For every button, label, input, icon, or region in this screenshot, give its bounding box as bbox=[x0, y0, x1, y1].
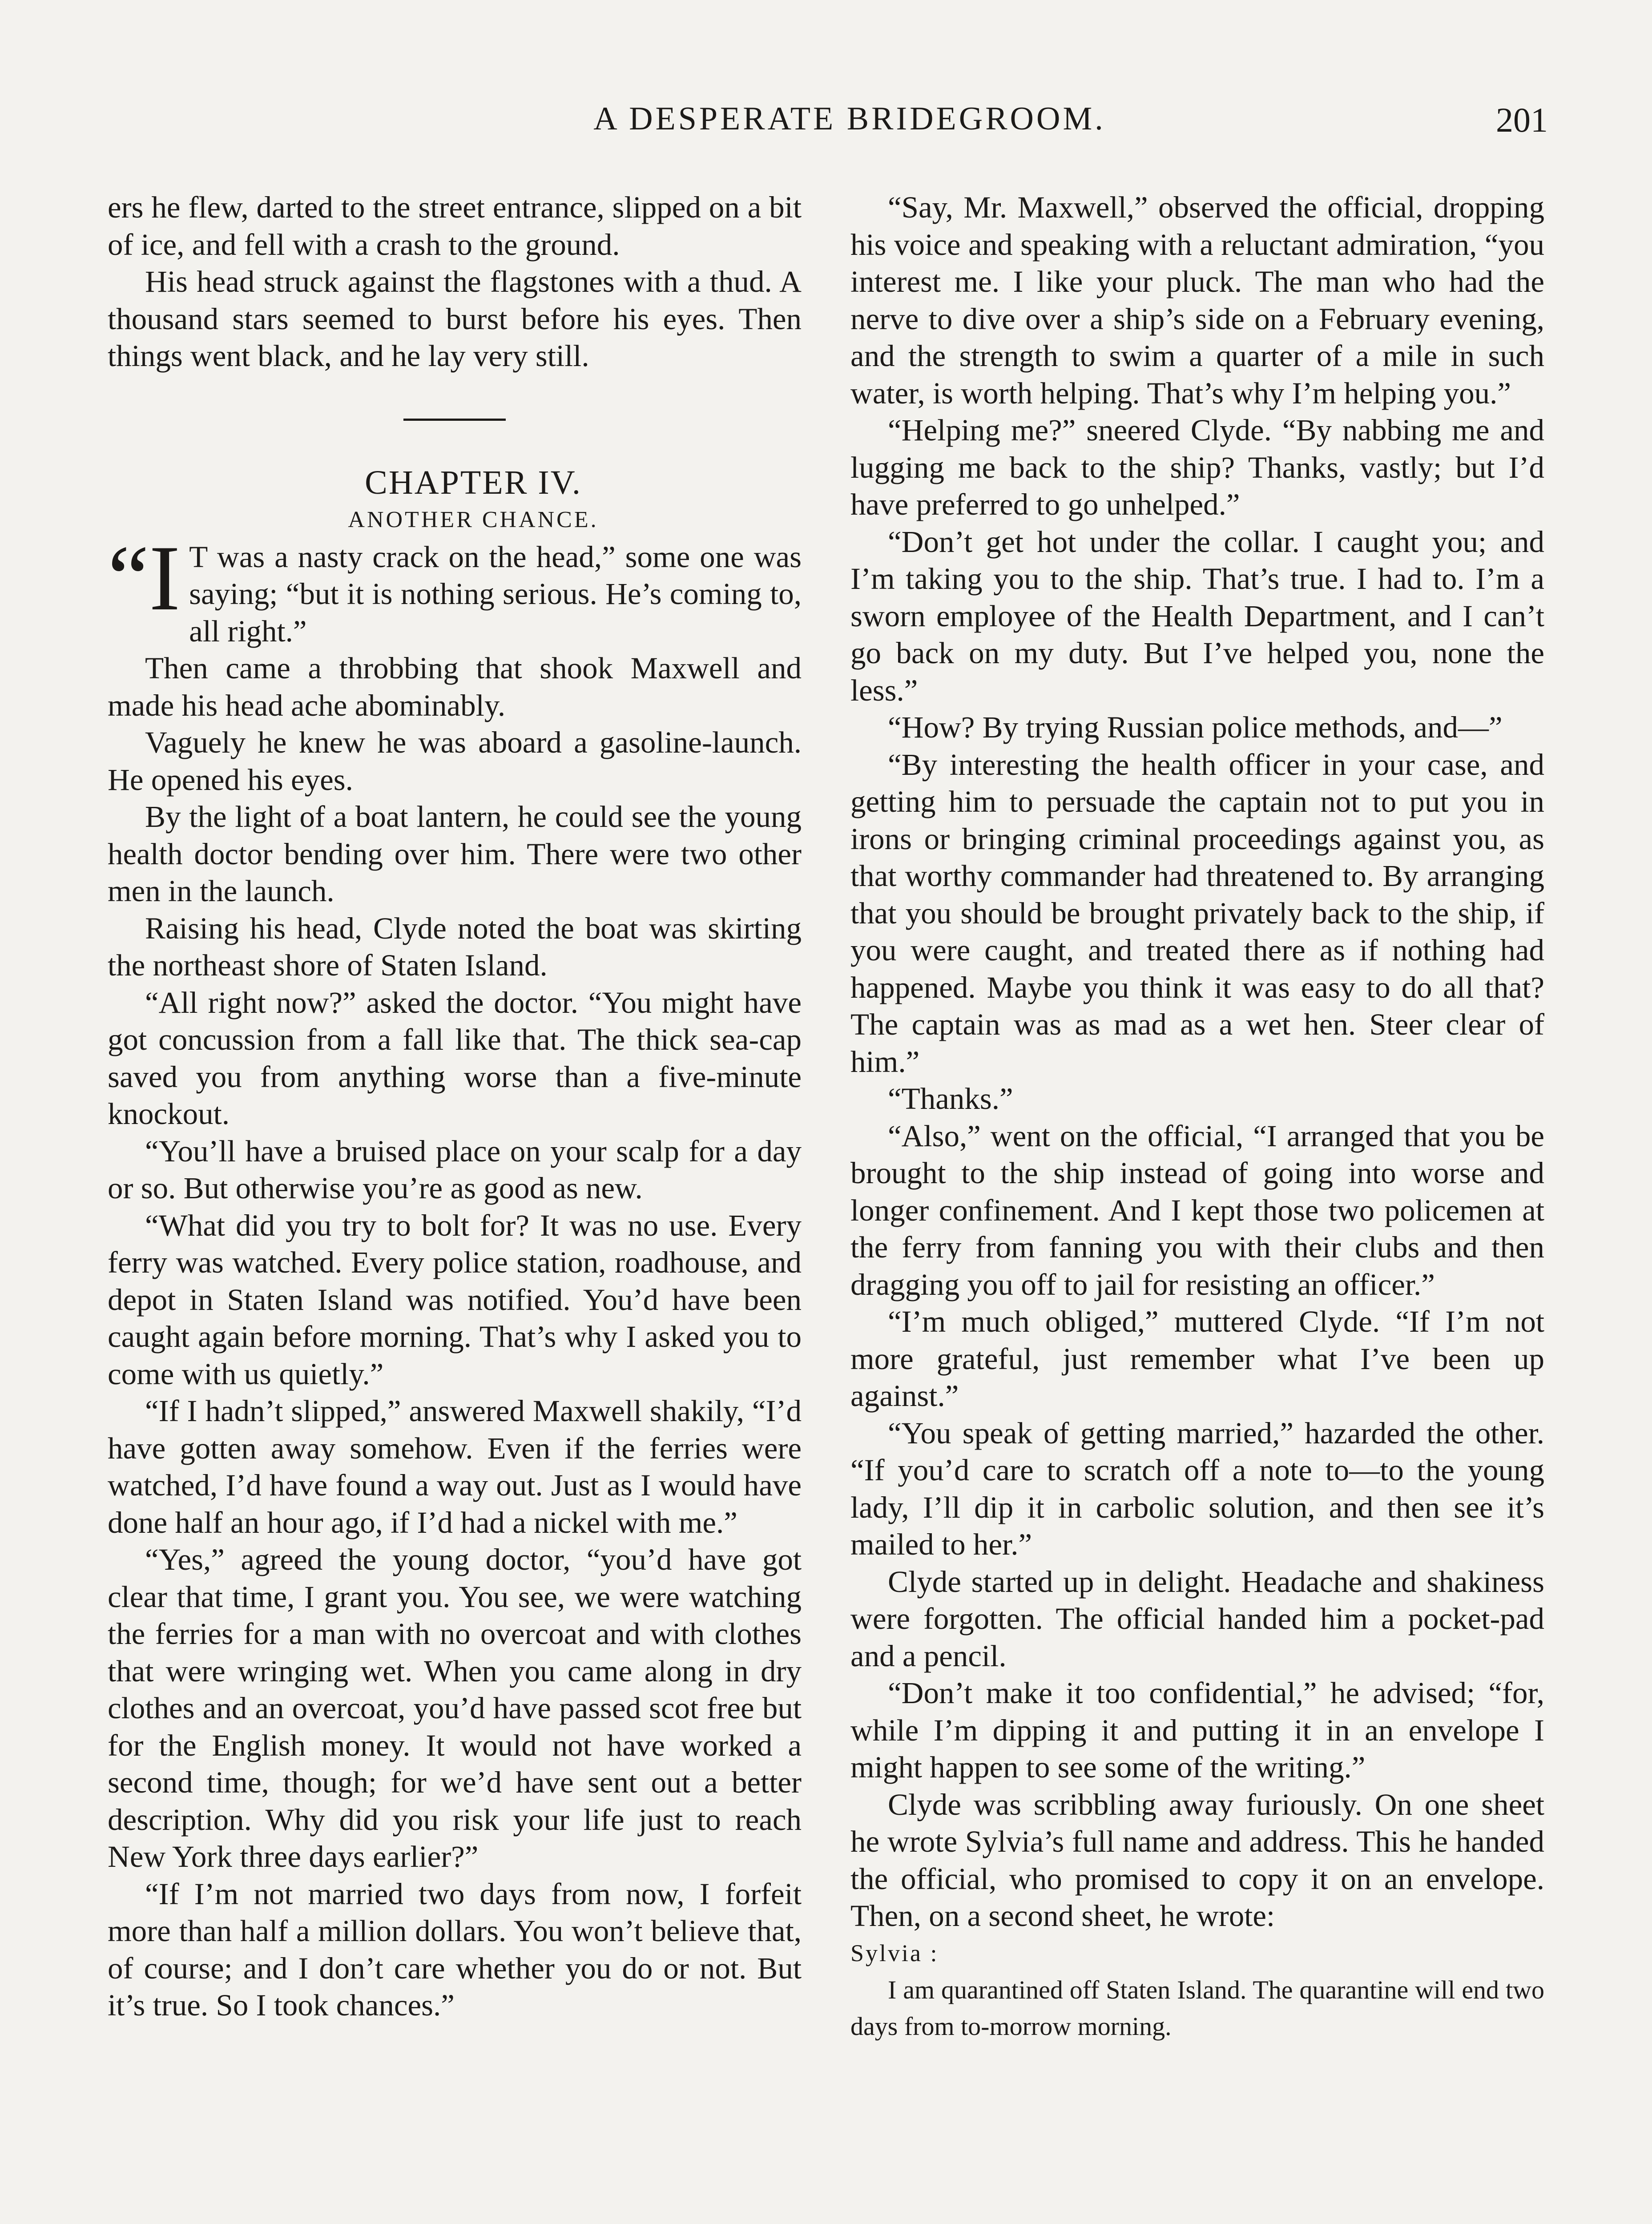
paragraph: “Don’t make it too confidential,” he advised; “for, while I’m dipping it and putting it in an envelope I might happen to see some of the writing.” bbox=[850, 1676, 1544, 1784]
letter-salutation: Sylvia : bbox=[850, 1939, 939, 1966]
chapter-subtitle: ANOTHER CHANCE. bbox=[348, 507, 599, 532]
right-column bbox=[850, 189, 1544, 2045]
paragraph: Then came a throbbing that shook Maxwell and made his head ache abominably. bbox=[108, 651, 802, 722]
paragraph: ers he flew, darted to the street entrance, slipped on a bit of ice, and fell with a crash to the ground. bbox=[108, 190, 802, 262]
left-column bbox=[108, 189, 802, 2024]
opening-paragraph bbox=[108, 526, 802, 650]
paragraph: “You speak of getting married,” hazarded the other. “If you’d care to scratch off a note to—to the young lady, I’ll dip it in carbolic solution, and then see it’s mailed to her.” bbox=[850, 1416, 1544, 1561]
paragraph: “Also,” went on the official, “I arranged that you be brought to the ship instead of going into worse and longer confinement. And I kept those two policemen at the ferry from fanning you with their clubs and then dragging you off to jail for resisting an officer.” bbox=[850, 1119, 1544, 1301]
paragraph: “All right now?” asked the doctor. “You might have got concussion from a fall like that. The thick sea-cap saved you from anything worse than a five-minute knockout. bbox=[108, 985, 802, 1131]
paragraph: “You’ll have a bruised place on your scalp for a day or so. But otherwise you’re as good as new. bbox=[108, 1134, 802, 1205]
paragraph: “How? By trying Russian police methods, and—” bbox=[888, 710, 1503, 744]
chapter-title: CHAPTER IV. bbox=[365, 463, 582, 501]
drop-cap: “I bbox=[108, 526, 181, 630]
paragraph: “Yes,” agreed the young doctor, “you’d have got clear that time, I grant you. You see, we were watching the ferries for a man with no overcoat and with clothes that were wringing wet. When you came along in dry clothes and an overcoat, you’d have passed scot free but for the English money. It would not have worked a second time, though; for we’d have sent out a better description. Why did you risk your life just to reach New York three days earlier?” bbox=[108, 1543, 802, 1873]
paragraph: “Thanks.” bbox=[888, 1082, 1013, 1116]
paragraph: Clyde was scribbling away furiously. On one sheet he wrote Sylvia’s full name and address. This he handed the official, who promised to copy it on an envelope. Then, on a second sheet, he wrote: bbox=[850, 1787, 1544, 1933]
paragraph: By the light of a boat lantern, he could see the young health doctor bending over him. There were two other men in the launch. bbox=[108, 800, 802, 908]
paragraph: “Say, Mr. Maxwell,” observed the official, dropping his voice and speaking with a reluctant admiration, “you interest me. I like your pluck. The man who had the nerve to dive over a ship’s side on a February evening, and the strength to swim a quarter of a mile in such water, is worth helping. That’s why I’m helping you.” bbox=[850, 190, 1544, 410]
opening-text: T was a nasty crack on the head,” some one was saying; “but it is nothing serious. He’s coming to, all right.” bbox=[189, 540, 802, 648]
section-divider bbox=[403, 419, 506, 421]
letter-body: I am quarantined off Staten Island. The quarantine will end two days from to-morrow morning. bbox=[850, 1975, 1544, 2041]
running-title: A DESPERATE BRIDEGROOM. bbox=[593, 101, 1106, 137]
paragraph: “If I hadn’t slipped,” answered Maxwell shakily, “I’d have gotten away somehow. Even if the ferries were watched, I’d have found a way out. Just as I would have done half an hour ago, if I’d had a nickel with me.” bbox=[108, 1394, 802, 1539]
paragraph: Raising his head, Clyde noted the boat was skirting the northeast shore of Staten Island. bbox=[108, 911, 802, 982]
paragraph: Clyde started up in delight. Headache and shakiness were forgotten. The official handed him a pocket-pad and a pencil. bbox=[850, 1564, 1544, 1673]
page-number: 201 bbox=[1496, 101, 1548, 139]
paragraph: “By interesting the health officer in your case, and getting him to persuade the captain not to put you in irons or bringing criminal proceedings against you, as that worthy commander had threatened to. By arranging that you should be brought privately back to the ship, if you were caught, and treated there as if nothing had happened. Maybe you think it was easy to do all that? The captain was as mad as a wet hen. Steer clear of him.” bbox=[850, 747, 1544, 1079]
paragraph: “If I’m not married two days from now, I forfeit more than half a million dollars. You won’t believe that, of course; and I don’t care whether you do or not. But it’s true. So I took chances.” bbox=[108, 1877, 802, 2022]
paragraph: “Don’t get hot under the collar. I caught you; and I’m taking you to the ship. That’s true. I had to. I’m a sworn employee of the Health Department, and I can’t go back on my duty. But I’ve helped you, none the less.” bbox=[850, 524, 1544, 707]
paragraph: “I’m much obliged,” muttered Clyde. “If I’m not more grateful, just remember what I’ve been up against.” bbox=[850, 1305, 1544, 1413]
page-header bbox=[0, 100, 1652, 153]
paragraph: His head struck against the flagstones with a thud. A thousand stars seemed to burst before his eyes. Then things went black, and he lay very still. bbox=[108, 265, 802, 373]
paragraph: “Helping me?” sneered Clyde. “By nabbing me and lugging me back to the ship? Thanks, vastly; but I’d have preferred to go unhelped.” bbox=[850, 413, 1544, 521]
paragraph: “What did you try to bolt for? It was no use. Every ferry was watched. Every police station, roadhouse, and depot in Staten Island was notified. You’d have been caught again before morning. That’s why I asked you to come with us quietly.” bbox=[108, 1208, 802, 1391]
paragraph: Vaguely he knew he was aboard a gasoline-launch. He opened his eyes. bbox=[108, 725, 802, 797]
